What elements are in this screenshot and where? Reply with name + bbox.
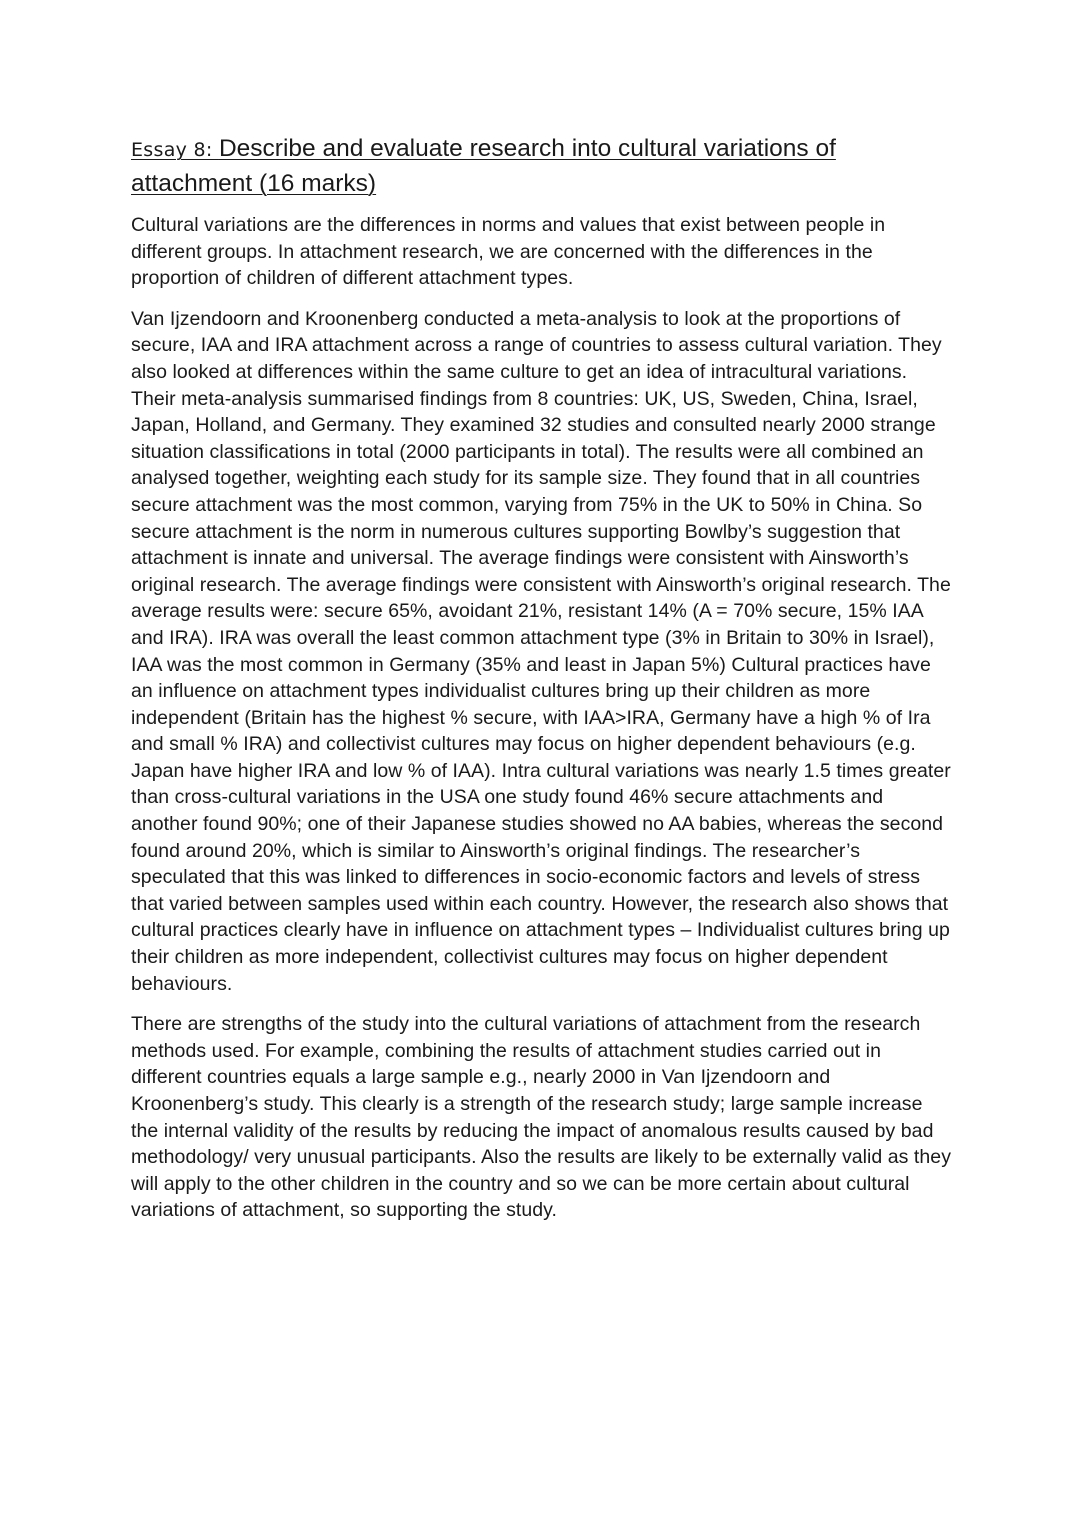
paragraph-introduction: Cultural variations are the differences in norms and values that exist between people in different groups. In attachment research, we are concerned with the differences in the proportion of children of different attachment types. (131, 214, 886, 290)
document-page (131, 132, 951, 1238)
essay-question: Describe and evaluate research into cultural variations of attachment (16 marks) (131, 135, 836, 197)
paragraph-evaluation: There are strengths of the study into the cultural variations of attachment from the research methods used. For example, combining the results of attachment studies carried out in different countries equals a large sample e.g., nearly 2000 in Van Ijzendoorn and Kroonenberg’s study. This clearly is a strength of the research study; large sample increase the internal validity of the results by reducing the impact of anomalous results caused by bad methodology/ very unusual participants. Also the results are likely to be externally valid as they will apply to the other children in the country and so we can be more certain about cultural variations of attachment, so supporting the study. (131, 1013, 951, 1222)
paragraph-research: Van Ijzendoorn and Kroonenberg conducted a meta-analysis to look at the proportions of secure, IAA and IRA attachment across a range of countries to assess cultural variation. They also looked at differences within the same culture to get an idea of intracultural variations. Their meta-analysis summarised findings from 8 countries: UK, US, Sweden, China, Israel, Japan, Holland, and Germany. They examined 32 studies and consulted nearly 2000 strange situation classifications in total (2000 participants in total). The results were all combined an analysed together, weighting each study for its sample size. They found that in all countries secure attachment was the most common, varying from 75% in the UK to 50% in China. So secure attachment is the norm in numerous cultures supporting Bowlby’s suggestion that attachment is innate and universal. The average findings were consistent with Ainsworth’s original research. The average findings were consistent with Ainsworth’s original research. The average results were: secure 65%, avoidant 21%, resistant 14% (A = 70% secure, 15% IAA and IRA). IRA was overall the least common attachment type (3% in Britain to 30% in Israel), IAA was the most common in Germany (35% and least in Japan 5%) Cultural practices have an influence on attachment types individualist cultures bring up their children as more independent (Britain has the highest % secure, with IAA>IRA, Germany have a high % of Ira and small % IRA) and collectivist cultures may focus on higher dependent behaviours (e.g. Japan have higher IRA and low % of IAA). Intra cultural variations was nearly 1.5 times greater than cross-cultural variations in the USA one study found 46% secure attachments and another found 90%; one of their Japanese studies showed no AA babies, whereas the second found around 20%, which is similar to Ainsworth’s original findings. The researcher’s speculated that this was linked to differences in socio-economic factors and levels of stress that varied between samples used within each country. However, the research also shows that cultural practices clearly have in influence on attachment types – Individualist cultures bring up their children as more independent, collectivist cultures may focus on higher dependent behaviours. (131, 307, 951, 995)
essay-number: Essay 8: (131, 139, 219, 161)
essay-title (131, 132, 951, 200)
